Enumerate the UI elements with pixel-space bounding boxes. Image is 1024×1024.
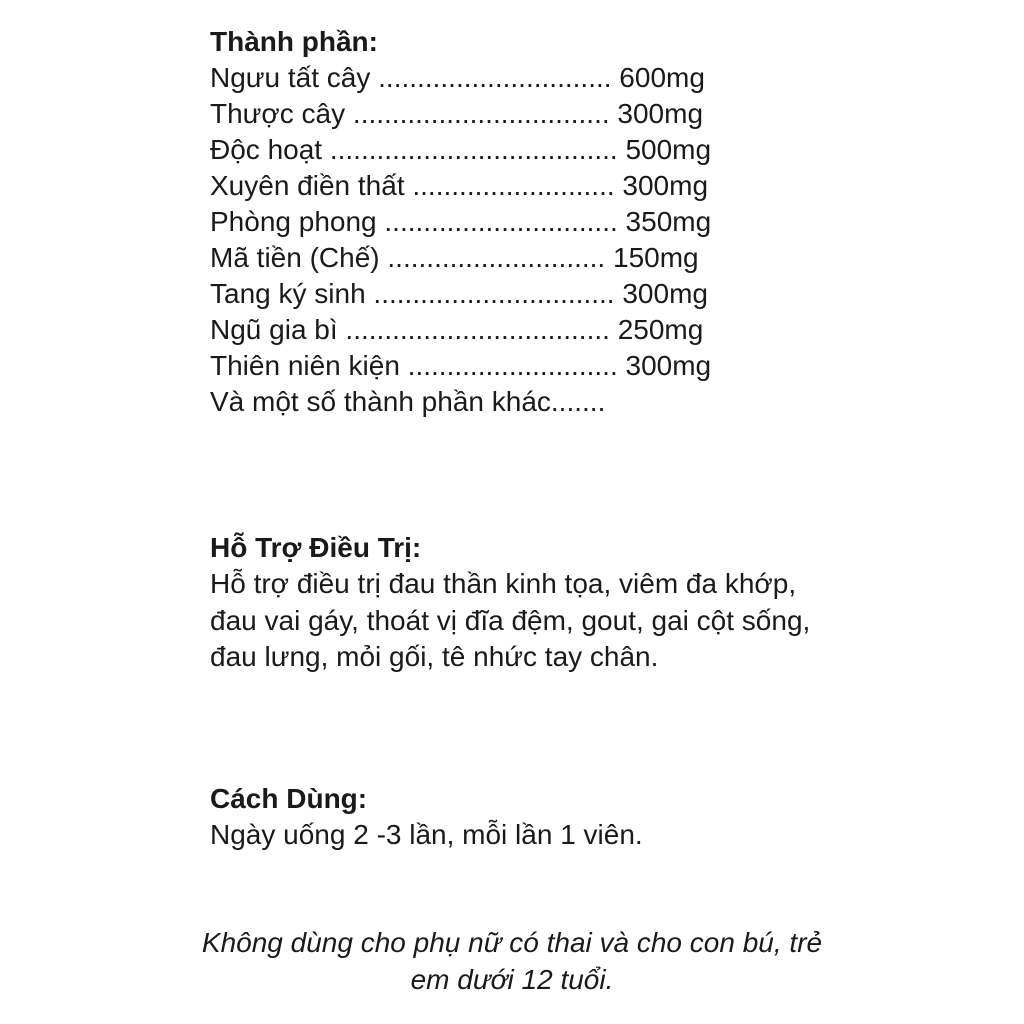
warning-note: Không dùng cho phụ nữ có thai và cho con bú, trẻ em dưới 12 tuổi. xyxy=(201,927,823,995)
ingredients-other: Và một số thành phần khác....... xyxy=(210,386,606,417)
ingredient-item: Ngưu tất cây .............................. 600mg xyxy=(210,62,705,93)
usage-text: Ngày uống 2 -3 lần, mỗi lần 1 viên. xyxy=(210,819,643,850)
usage-section xyxy=(210,781,830,853)
ingredient-item: Thược cây ................................. 300mg xyxy=(210,98,704,129)
ingredient-item: Ngũ gia bì .................................. 250mg xyxy=(210,314,704,345)
ingredient-item: Phòng phong .............................. 350mg xyxy=(210,206,712,237)
ingredient-item: Tang ký sinh ............................... 300mg xyxy=(210,278,708,309)
usage-heading: Cách Dùng: xyxy=(210,783,368,814)
treatment-section xyxy=(210,530,830,676)
treatment-heading: Hỗ Trợ Điều Trị: xyxy=(210,532,422,563)
treatment-text: Hỗ trợ điều trị đau thần kinh tọa, viêm đa khớp, đau vai gáy, thoát vị đĩa đệm, gout, gai cột sống, đau lưng, mỏi gối, tê nhức tay chân. xyxy=(210,568,811,672)
ingredients-section xyxy=(210,24,830,420)
ingredient-item: Mã tiền (Chế) ............................ 150mg xyxy=(210,242,699,273)
ingredient-item: Độc hoạt ..................................... 500mg xyxy=(210,134,712,165)
ingredients-heading: Thành phần: xyxy=(210,26,378,57)
ingredient-item: Thiên niên kiện ........................... 300mg xyxy=(210,350,712,381)
ingredient-item: Xuyên điền thất .......................... 300mg xyxy=(210,170,709,201)
